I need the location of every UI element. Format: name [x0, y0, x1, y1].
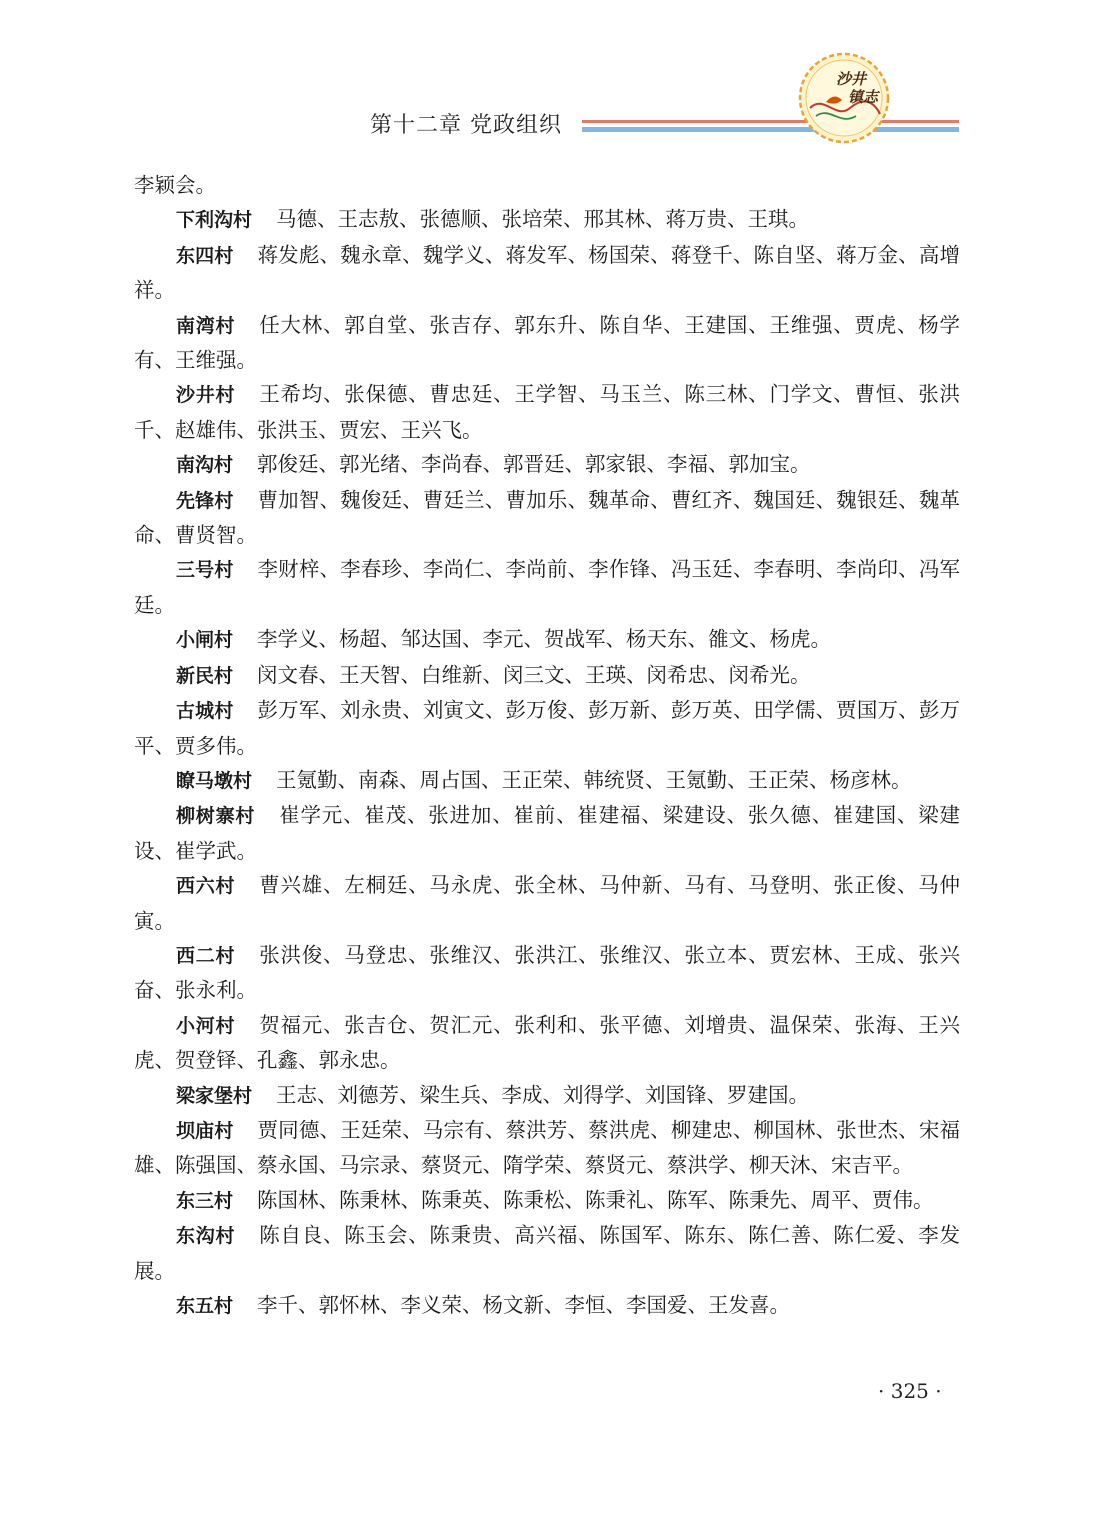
village-name: 沙井村	[176, 384, 236, 407]
village-entry	[134, 377, 960, 447]
page-header	[0, 0, 1093, 160]
village-entry	[134, 1113, 960, 1183]
svg-text:沙井: 沙井	[836, 70, 867, 88]
village-name: 小闸村	[176, 629, 234, 652]
village-name: 南沟村	[176, 454, 234, 477]
village-entry	[134, 238, 960, 308]
village-name: 东沟村	[176, 1225, 236, 1248]
village-name: 南湾村	[176, 314, 236, 337]
village-members: 李学义、杨超、邹达国、李元、贺战军、杨天东、雒文、杨虎。	[257, 627, 832, 652]
village-members: 马德、王志敖、张德顺、张培荣、邢其林、蒋万贵、王琪。	[276, 207, 810, 232]
chapter-title: 第十二章 党政组织	[370, 113, 562, 138]
village-entry	[134, 483, 960, 553]
village-entry	[134, 308, 960, 378]
svg-text:镇志: 镇志	[848, 88, 879, 106]
village-members: 贾同德、王廷荣、马宗有、蔡洪芳、蔡洪虎、柳建忠、柳国林、张世杰、宋福雄、陈强国、蔡永国、马宗录、蔡贤元、隋学荣、蔡贤元、蔡洪学、柳天沐、宋吉平。	[134, 1117, 960, 1178]
village-members: 李财梓、李春珍、李尚仁、李尚前、李作锋、冯玉廷、李春明、李尚印、冯军廷。	[134, 557, 960, 617]
village-name: 东三村	[176, 1189, 234, 1212]
continued-line	[134, 168, 960, 202]
village-members: 任大林、郭自堂、张吉存、郭东升、陈自华、王建国、王维强、贾虎、杨学有、王维强。	[134, 312, 960, 373]
village-entry	[134, 447, 960, 482]
village-entry	[134, 552, 960, 622]
village-entry	[134, 622, 960, 657]
village-name: 坝庙村	[176, 1119, 234, 1142]
village-name: 东五村	[176, 1295, 234, 1317]
village-name: 梁家堡村	[176, 1084, 253, 1107]
village-entry	[134, 1183, 960, 1218]
village-entry	[134, 693, 960, 763]
village-entry	[134, 202, 960, 237]
village-members: 李千、郭怀林、李义荣、杨文新、李恒、李国爱、王发喜。	[257, 1293, 791, 1317]
village-members: 张洪俊、马登忠、张维汉、张洪江、张维汉、张立本、贾宏林、王成、张兴奋、张永利。	[134, 942, 960, 1003]
page-number: · 325 ·	[878, 1379, 942, 1403]
village-name: 小河村	[176, 1014, 236, 1037]
village-entry	[134, 763, 960, 798]
village-members: 贺福元、张吉仓、贺汇元、张利和、张平德、刘增贵、温保荣、张海、王兴虎、贺登铎、孔鑫、郭永忠。	[134, 1012, 960, 1073]
village-entry	[134, 1008, 960, 1078]
village-name: 下利沟村	[176, 209, 253, 232]
continued-text: 李颖会。	[134, 173, 216, 197]
village-members: 曹加智、魏俊廷、曹廷兰、曹加乐、魏革命、曹红齐、魏国廷、魏银廷、魏革命、曹贤智。	[134, 487, 960, 548]
village-name: 西六村	[176, 875, 236, 898]
village-name: 古城村	[176, 700, 234, 723]
header-rule-blue	[582, 127, 959, 132]
village-entry	[134, 658, 960, 693]
village-name: 新民村	[176, 664, 234, 687]
village-members: 陈自良、陈玉会、陈秉贵、高兴福、陈国军、陈东、陈仁善、陈仁爱、李发展。	[134, 1223, 960, 1283]
town-gazetteer-logo-icon	[796, 50, 892, 146]
village-members: 彭万军、刘永贵、刘寅文、彭万俊、彭万新、彭万英、田学儒、贾国万、彭万平、贾多伟。	[134, 698, 960, 758]
village-members: 闵文春、王天智、白维新、闵三文、王瑛、闵希忠、闵希光。	[257, 662, 811, 687]
village-name: 柳树寨村	[176, 805, 256, 828]
village-members: 王志、刘德芳、梁生兵、李成、刘得学、刘国锋、罗建国。	[276, 1082, 810, 1107]
village-name: 东四村	[176, 244, 234, 267]
village-members: 蒋发彪、魏永章、魏学义、蒋发军、杨国荣、蒋登千、陈自坚、蒋万金、高增祥。	[134, 242, 960, 303]
village-members: 郭俊廷、郭光绪、李尚春、郭晋廷、郭家银、李福、郭加宝。	[257, 452, 811, 477]
village-members: 陈国林、陈秉林、陈秉英、陈秉松、陈秉礼、陈军、陈秉先、周平、贾伟。	[257, 1187, 934, 1212]
village-name: 先锋村	[176, 489, 234, 512]
village-members: 崔学元、崔茂、张进加、崔前、崔建福、梁建设、张久德、崔建国、梁建设、崔学武。	[134, 803, 960, 863]
village-entry	[134, 1288, 960, 1323]
village-members: 王氪勤、南森、周占国、王正荣、韩统贤、王氪勤、王正荣、杨彦林。	[276, 767, 912, 792]
village-roster	[134, 168, 960, 1323]
village-entry	[134, 1078, 960, 1113]
village-entry	[134, 938, 960, 1008]
header-rule-red	[582, 120, 959, 123]
village-entry	[134, 868, 960, 938]
village-members: 王希均、张保德、曹忠廷、王学智、马玉兰、陈三林、门学文、曹恒、张洪千、赵雄伟、张洪玉、贾宏、王兴飞。	[134, 382, 960, 442]
village-name: 三号村	[176, 559, 234, 582]
village-members: 曹兴雄、左桐廷、马永虎、张全林、马仲新、马有、马登明、张正俊、马仲寅。	[134, 873, 960, 933]
village-name: 瞭马墩村	[176, 769, 253, 792]
village-name: 西二村	[176, 944, 236, 967]
village-entry	[134, 798, 960, 868]
village-entry	[134, 1218, 960, 1288]
